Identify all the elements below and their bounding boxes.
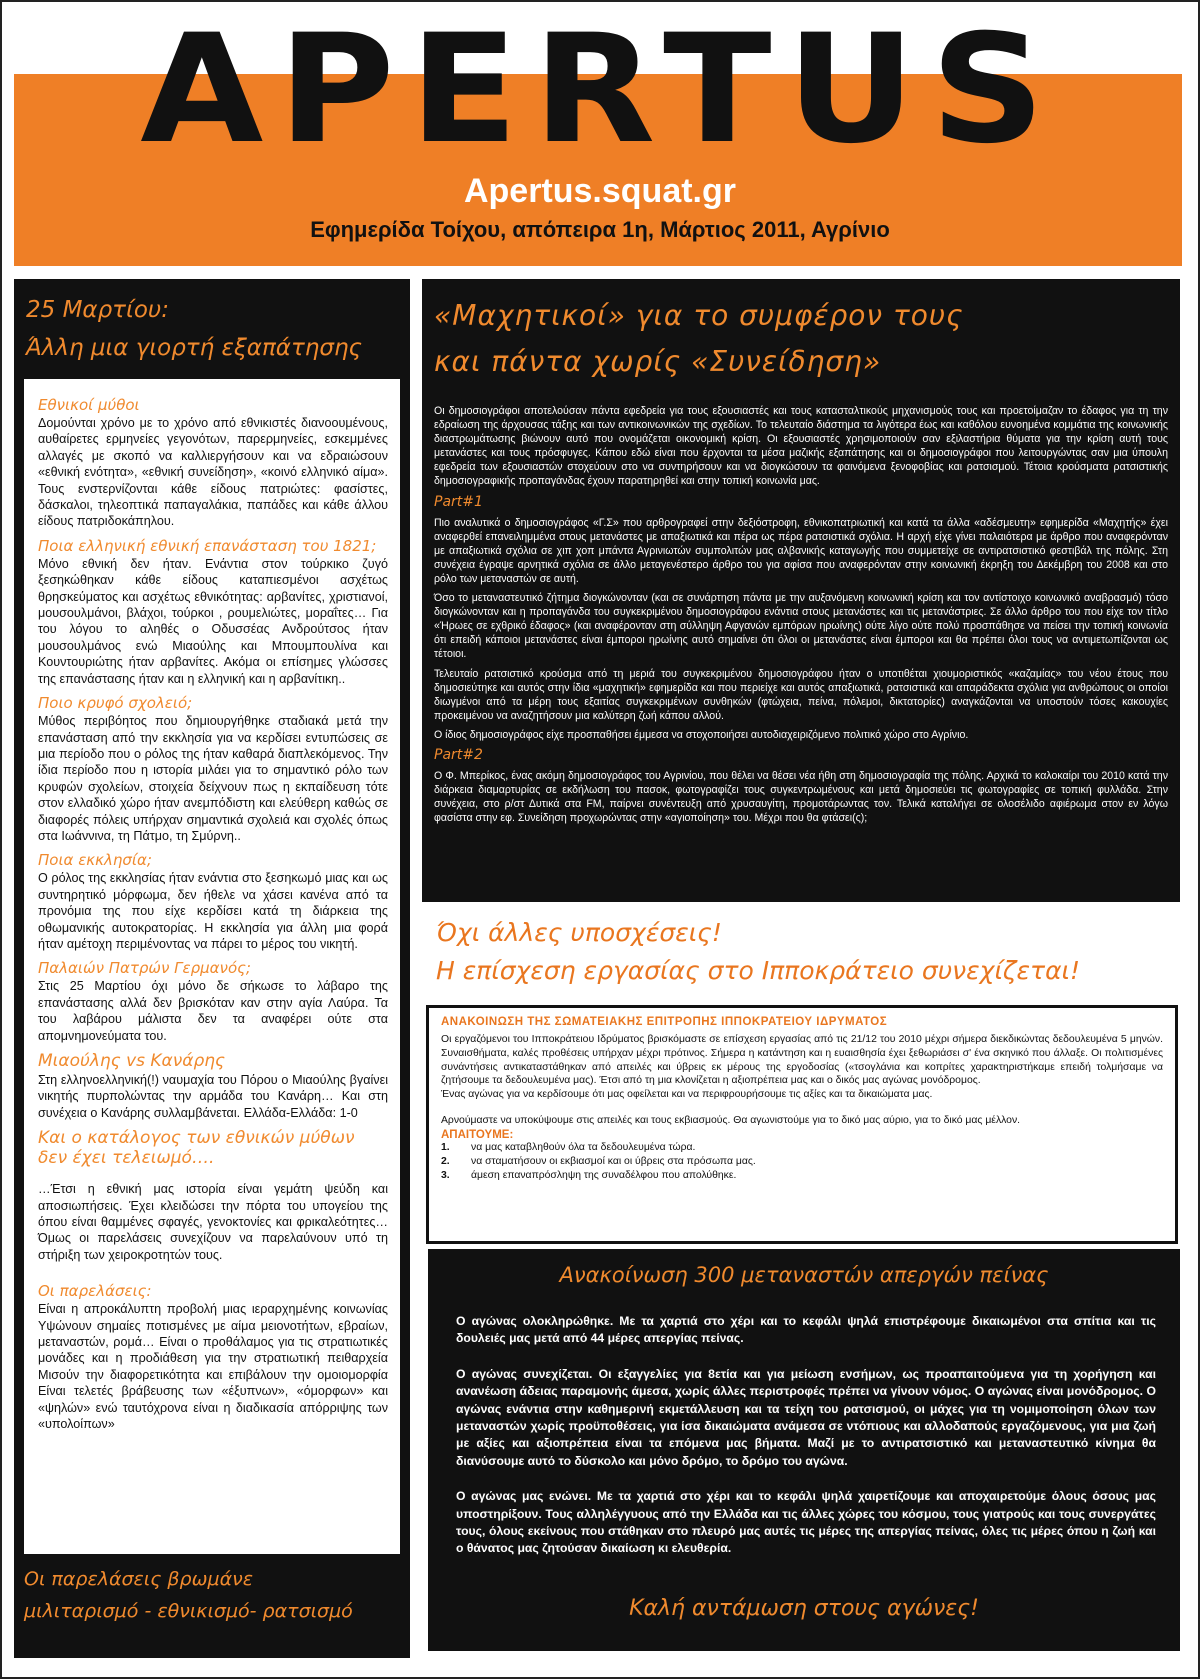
article-paragraph: Πιο αναλυτικά ο δημοσιογράφος «Γ.Σ» που αρθρογραφεί στην δεξιόστροφη, εθνικοπατριωτική και κατά τα άλλα «αδέσμευτη» εφημερίδα «Μαχητής» έχει αναφερθεί επανειλημμένα στους μετανάστες με απαξιωτικά και πέρα ως πέρα ρατσιστικά σχόλια. Η αρχή είχε γίνει παλαιότερα με άρθρο που αναφερόνταν με απαξιωτικά σχόλια σε χιπ χοπ μπάντα Αγρινιωτών συμπολιτών μας αλβανικής καταγωγής που συμμετείχε σε αντιρατσιστικό φεστιβάλ της πόλης. Στη συνέχεια έγραψε αρνητικά σχόλια σε άλλο μεταγενέστερο άρθρο του για αφίσα που αναφερόνταν στην κοινωνική έκρηξη του Δεκέμβρη του 2008 και στο ρόλο των μεταναστών σε αυτή. — [434, 516, 1168, 585]
hunger-strike-announcement — [428, 1249, 1180, 1651]
left-column-body — [24, 379, 400, 1554]
left-column — [14, 279, 410, 1658]
article-title-line-2: και πάντα χωρίς «Συνείδηση» — [434, 345, 882, 378]
masthead-logo: APERTUS — [140, 3, 1060, 177]
journalists-article — [422, 279, 1180, 902]
site-url[interactable]: Apertus.squat.gr — [463, 172, 737, 210]
section-text: …Έτσι η εθνική μας ιστορία είναι γεμάτη ψεύδη και αποσιωπήσεις. Έχει κλειδώσει την πόρτα του υπογείου της όπου είναι θαμμένες σφαγές, γενοκτονίες και φρικαλεότητες… Όμως οι παρελάσεις συνεχίζουν να παρελαύνουν υπό τη στήριξη των χειροκροτητών τους. — [38, 1182, 388, 1262]
section-heading: Ποια ελληνική εθνική επανάσταση του 1821; — [38, 536, 377, 555]
demand-item — [441, 1155, 1163, 1169]
spacer — [38, 1169, 388, 1181]
announcement-paragraph: Οι εργαζόμενοι του Ιπποκράτειου Ιδρύματος βρισκόμαστε σε επίσχεση εργασίας από τις 21/12 του 2010 μέχρι σήμερα διεκδικώντας δεδουλευμένα 5 μηνών. Συναισθήματα, καλές προθέσεις υπήρχαν μέχρι πρότινος. Σήμερα η κατάντηση και η ευαισθησία έχει ξεθωριάσει σ' ένα σκηνικό που άλλαξε. Οι πολιτισμένες συνάντήσεις αντικαταστάθηκαν από απειλές και ύβρεις εκ μέρους της εργοδοσίας («τσογλάνια και κοπρίτες χαρακτηριστήκαμε επειδή τολμήσαμε να ζητήσουμε τα δεδουλευμένα μας). Έτσι από τη μια κλονίζεται η αξιοπρέπεια μας και ο δικός μας αγώνας μονόδρομος. — [441, 1034, 1163, 1087]
article-paragraph: Ο ίδιος δημοσιογράφος είχε προσπαθήσει έμμεσα να στοχοποιήσει αυτοδιαχειριζόμενο πολιτικό χώρο στο Αγρίνιο. — [434, 728, 969, 741]
announcement-paragraph: Αρνούμαστε να υποκύψουμε στις απειλές και τους εκβιασμούς. Θα αγωνιστούμε για το δικό μας αύριο, για το δικό μας μέλλον. — [441, 1114, 1021, 1126]
strike-headline-line-2: Η επίσχεση εργασίας στο Ιπποκράτειο συνεχίζεται! — [436, 956, 1081, 985]
hunger-strike-paragraph: Ο αγώνας μας ενώνει. Με τα χαρτιά στο χέρι και το κεφάλι ψηλά χαιρετίζουμε και αποχαιρετούμε όλους όσους μας υποστηρίξουν. Τους αλληλέγγυους από την Ελλάδα και τις άλλες χώρες του κόσμου, τους γιατρούς και τους συνεργάτες τους, όλους εκείνους που στάθηκαν στο πλευρό μας αυτές τις μέρες της απεργίας πείνας, όλες τις μέρες όπου η ζωή και ο θάνατος μας ζητούσαν δικαίωση κι ελευθερία. — [456, 1489, 1156, 1556]
hunger-strike-title: Ανακοίνωση 300 μεταναστών απεργών πείνας — [559, 1263, 1049, 1287]
article-paragraph: Ο Φ. Μπερίκος, ένας ακόμη δημοσιογράφος του Αγρινίου, που θέλει να θέσει νέα ήθη στη δημοσιογραφία της πόλης. Αρχικά το καλοκαίρι του 2010 κατά την διάρκεια διαμαρτυρίας σε εκδήλωση του πασοκ, φωτογραφίζει τους συγκεντρωμένους και μετά δημοσιεύει τις φωτογραφίες σε τοπική φυλλάδα. Στην συνέχεια, στο ρ/στ Δυτικά στα FM, παίρνει συνέντευξη από χρυσαυγίτη, προμοτάρωντας τον. Τελικά καταλήγει σε ολοσέλιδο αφιέρωμα στον εν λόγω φασίστα στην εφ. Συνείδηση προχωρώντας στην «αγιοποίηση» του. Μέχρι που θα φτάσει(ς); — [434, 769, 1168, 825]
strike-headline — [436, 914, 1176, 990]
section-text: Στις 25 Μαρτίου όχι μόνο δε σήκωσε το λάβαρο της επανάστασης αλλά δεν βρισκόταν καν στην αγία Λαύρα. Τα του λαβάρου μάλιστα δεν τα αναφέρει ούτε στα απομνημονεύματα του. — [38, 979, 388, 1043]
demands-list — [441, 1141, 1163, 1183]
demand-number: 3. — [441, 1169, 450, 1181]
section-text: Στη ελληνοελληνική(!) ναυμαχία του Πόρου ο Μιαούλης βγαίνει νικητής πυρπολώντας την αρμάδα του Κανάρη… Και στη συνέχεια ο Κανάρης συλλαμβάνεται. Ελλάδα-Ελλάδα: 1-0 — [38, 1073, 388, 1120]
section-text: Είναι η απροκάλυπτη προβολή μιας ιεραρχημένης κοινωνίας Υψώνουν σημαίες ποτισμένες με αίμα μειονοτήτων, εβραίων, μεταναστών, ρομά… Είναι ο προθάλαμος για τις στρατιωτικές μονάδες και η προδιάθεση για την στρατιωτική πειθαρχεία Μισούν την διαφορετικότητα και επιβάλουν την ομοιομορφία Είναι τελετές βράβευσης των «έξυπνων», «όμορφων» και «ψηλών» ενώ ταυτόχρονα είναι η διαδικασία απόρριψης των «υπολοίπων» — [38, 1302, 388, 1432]
article-body — [434, 404, 1168, 830]
announcement-content — [441, 1016, 1163, 1183]
demand-text: άμεση επαναπρόσληψη της συναδέλφου που απολύθηκε. — [471, 1169, 737, 1181]
spacer — [38, 1263, 388, 1275]
hospital-announcement — [426, 1005, 1178, 1244]
section-heading: Παλαιών Πατρών Γερμανός; — [38, 959, 251, 978]
demand-number: 1. — [441, 1141, 450, 1153]
hunger-strike-footer: Καλή αντάμωση στους αγώνες! — [629, 1596, 979, 1621]
announcement-paragraph: Ένας αγώνας για να κερδίσουμε ότι μας οφείλεται και να περιφρουρήσουμε τις αξίες και τα δικαιώματα μας. — [441, 1089, 933, 1101]
section-heading: Και ο κατάλογος των εθνικών μύθων δεν έχει τελειωμό…. — [38, 1128, 355, 1169]
article-title — [434, 293, 1174, 385]
section-text: Ο ρόλος της εκκλησίας ήταν ενάντια στο ξεσηκωμό μιας και ως συντηρητικό μόρφωμα, δεν ήθελε να χάσει κανένα από τα προνόμια της που είχε κερδίσει κατά τη διάρκεια της οθωμανικής αυτοκρατορίας. Η εκκλησία για άλλη μια φορά ήταν αμέτοχη περιμένοντας να πάρει το μέρος του νικητή. — [38, 871, 388, 951]
announcement-heading: ΑΝΑΚΟΙΝΩΣΗ ΤΗΣ ΣΩΜΑΤΕΙΑΚΗΣ ΕΠΙΤΡΟΠΗΣ ΙΠΠΟΚΡΑΤΕΙΟΥ ΙΔΡΥΜΑΤΟΣ — [441, 1016, 888, 1028]
section-heading: Εθνικοί μύθοι — [38, 396, 140, 414]
demand-item — [441, 1169, 1163, 1183]
issue-subtitle: Εφημερίδα Τοίχου, απόπειρα 1η, Μάρτιος 2011, Αγρίνιο — [310, 217, 890, 242]
section-heading: Ποιο κρυφό σχολειό; — [38, 694, 193, 713]
spacer — [441, 1102, 1163, 1114]
section-text: Δομούνται χρόνο με το χρόνο από εθνικιστές διανοουμένους, αυθαίρετες ερμηνείες γεγονότων, παρερμηνείες, εσκεμμένες αλλαγές με σκοπό να καλλιεργήσουν και να εδραιώσουν «εθνική ενότητα», «εθνική συνείδηση», «κοινό ελληνικό αίμα». Τους ενστερνίζονται κάθε είδους πατριώτες: φασίστες, δάσκαλοι, τηλεοπτικά παπαγαλάκια, παπάδες και κάθε άλλου είδους πατριδοκάπηλου. — [38, 416, 388, 529]
left-headline-date: 25 Μαρτίου: — [26, 297, 169, 323]
hunger-strike-paragraph: Ο αγώνας ολοκληρώθηκε. Με τα χαρτιά στο χέρι και το κεφάλι ψηλά επιστρέφουμε δικαιωμένοι στα σπίτια και τις δουλειές μας μετά από 44 μέρες απεργίας πείνας. — [456, 1314, 1156, 1346]
article-paragraph: Όσο το μεταναστευτικό ζήτημα διογκώνονταν (και σε συνάρτηση πάντα με την αυξανόμενη κοινωνική κρίση και τον αντίστοιχο κοινωνικό αναβρασμό) τόσο διογκώνονταν και η προπαγάνδα του συγκεκριμένου δημοσιογράφου ενάντια στους μετανάστες και τις μετανάστριες. Σε άλλο άρθρο του που είχε τον τίτλο «Ήρωες σε εχθρικό έδαφος» (και αναφέρονταν στη σύλληψη Αφγανών εμπόρων ηρωίνης) ούτε λίγο ούτε πολύ προσπάθησε να πείσει την τοπική κοινωνία ότι επειδή κάποιοι μετανάστες είναι έμποροι ηρωίνης αυτό σημαίνει ότι όλοι οι μετανάστες είναι έμποροι και θα πρέπει όλοι τους να αντιμετωπίζονται ως τέτοιοι. — [434, 592, 1168, 661]
section-heading: Ποια εκκλησία; — [38, 851, 152, 870]
left-footer-line-1: Οι παρελάσεις βρωμάνε — [24, 1568, 254, 1590]
section-text: Μόνο εθνική δεν ήταν. Ενάντια στον τούρκικο ζυγό ξεσηκώθηκαν κάθε είδους καταπιεσμένοι ασχέτως θρησκεύματος και ασχέτως εθνικότητας: αρβανίτες, χριστιανοί, μουσουλμάνοι, βλάχοι, τούρκοι , ρουμελιώτες, μοραΐτες… Για του λόγου το αληθές ο Οδυσσέας Ανδρούτσος ήταν μουσουλμάνος ενώ Μιαούλης και Μπουμπουλίνα και Κουντουριώτης ήταν αρβανίτες. Ακόμα οι επίσημες γλώσσες της επανάστασης ήταν και η ελληνική και η αρβανίτικη.. — [38, 556, 388, 686]
hunger-strike-body — [456, 1313, 1156, 1576]
demand-text: να σταματήσουν οι εκβιασμοί και οι ύβρεις στα πρόσωπα μας. — [471, 1155, 756, 1167]
part-heading: Part#1 — [434, 493, 483, 510]
section-heading: Οι παρελάσεις: — [38, 1282, 152, 1301]
article-intro: Οι δημοσιογράφοι αποτελούσαν πάντα εφεδρεία για τους εξουσιαστές και τους κατασταλτικούς μηχανισμούς τους και προετοίμαζαν το έδαφος για τη την εδραίωση της άρχουσας τάξης και των αντικοινωνικών της σχεδίων. Το τελευταίο διάστημα τα λιγότερα έως και καθόλου ευνοημένα κομμάτια της κοινωνικής διαστρωμάτωσης βιώνουν αυτό που ονομάζεται οικονομική κρίση. Οι εξουσιαστές χρησιμοποιούν σαν εξιλαστήρια θύματα για την κρίση αυτή τους μετανάστες και τους πρόσφυγες. Κάπου εδώ είναι που έρχονται τα μέσα μαζικής εξαπάτησης και οι δημοσιογράφοι που λειτουργώντας σαν μια ύπουλη εφεδρεία των εξουσιαστών στοχεύουν στο να συντηρήσουν και να διογκώσουν τα φαινόμενα ξενοφοβίας και ρατσισμού. Τέτοια κρούσματα ρατσιστικής δημοσιογραφικής προπαγάνδας έχουν παρατηρηθεί και στην τοπική κοινωνία μας. — [434, 405, 1168, 488]
part-heading: Part#2 — [434, 746, 483, 763]
strike-headline-line-1: Όχι άλλες υποσχέσεις! — [436, 918, 722, 947]
left-headline — [26, 291, 396, 367]
demand-text: να μας καταβληθούν όλα τα δεδουλευμένα τώρα. — [471, 1141, 696, 1153]
section-text: Μύθος περιβόητος που δημιουργήθηκε σταδιακά μετά την επανάσταση από την εκκλησία για να κερδίσει εντυπώσεις σε μια περίοδο που ο ρόλος της ήταν καθαρά διαπλεκόμενος. Την ίδια περίοδο που η ιστορία μιλάει για το σημαντικό ρόλο των κρυφών σχολείων, στοιχεία δείχνουν πως η εκπαίδευση τότε στον ελλαδικό χώρο ήταν ανεμπόδιστη και ελεύθερη καθώς σε διαφορές πόλεις υπήρχαν σημαντικά σχολειά και σχολές όπως στα Ιωάννινα, τη Πάτμο, τη Σμύρνη.. — [38, 714, 388, 843]
demands-label: ΑΠΑΙΤΟΥΜΕ: — [441, 1128, 514, 1141]
left-footer — [24, 1563, 400, 1627]
hunger-strike-paragraph: Ο αγώνας συνεχίζεται. Οι εξαγγελίες για 8ετία και για μείωση ενσήμων, ως προαπαιτούμενα για τη χορήγηση και ανανέωση άδειας παραμονής άμεσα, χωρίς άλλες περιστροφές πρέπει να γίνουν νόμος. Ο αγώνας είναι μονόδρομος. Ο αγώνας ενάντια στην καθημερινή εκμετάλλευση και τα τείχη του ρατσισμού, οι μάχες για τη νομιμοποίηση όλων των μεταναστών χωρίς προϋποθέσεις, για ίσα δικαιώματα ανάμεσα σε ντόπιους και αλλοδαπούς εργαζόμενους, για μια ζωή με αξίες και αξιοπρέπεια είναι τα επόμενα μας βήματα. Μαζί με το αντιρατσιστικό και μεταναστευτικό κίνημα θα διανύσουμε αυτό το δύσκολο και μόνο δρόμο, το δρόμο του αγώνα. — [456, 1366, 1156, 1468]
left-headline-title: Άλλη μια γιορτή εξαπάτησης — [26, 335, 363, 361]
article-paragraph: Τελευταίο ρατσιστικό κρούσμα από τη μεριά του συγκεκριμένου δημοσιογράφου ήταν ο υποτιθέται χιουμοριστικός «καζαμίας» του νέου έτους που δημοσιεύτηκε και αυτός στην ίδια «μαχητική» εφημερίδα και που περιείχε και αυτός απαξιωτικά, ρατσιστικά και απαράδεκτα σχόλια για ανθρώπους οι οποίοι διωγμένοι από τα μέρη τους εξαιτίας συγκεκριμένων συνθηκών (φτώχεια, πείνα, πόλεμοι, δικτατορίες) αναγκάζονται να υποστούν τόσες κακουχίες προκειμένου να αναζητήσουν μια καλύτερη ζωή κάπου αλλού. — [434, 667, 1168, 722]
article-title-line-1: «Μαχητικοί» για το συμφέρον τους — [434, 299, 964, 332]
demand-number: 2. — [441, 1155, 450, 1167]
left-footer-line-2: μιλιταρισμό - εθνικισμό- ρατσισμό — [24, 1600, 353, 1622]
demand-item — [441, 1141, 1163, 1155]
left-column-content — [38, 389, 388, 1433]
section-heading: Μιαούλης vs Κανάρης — [38, 1051, 225, 1071]
